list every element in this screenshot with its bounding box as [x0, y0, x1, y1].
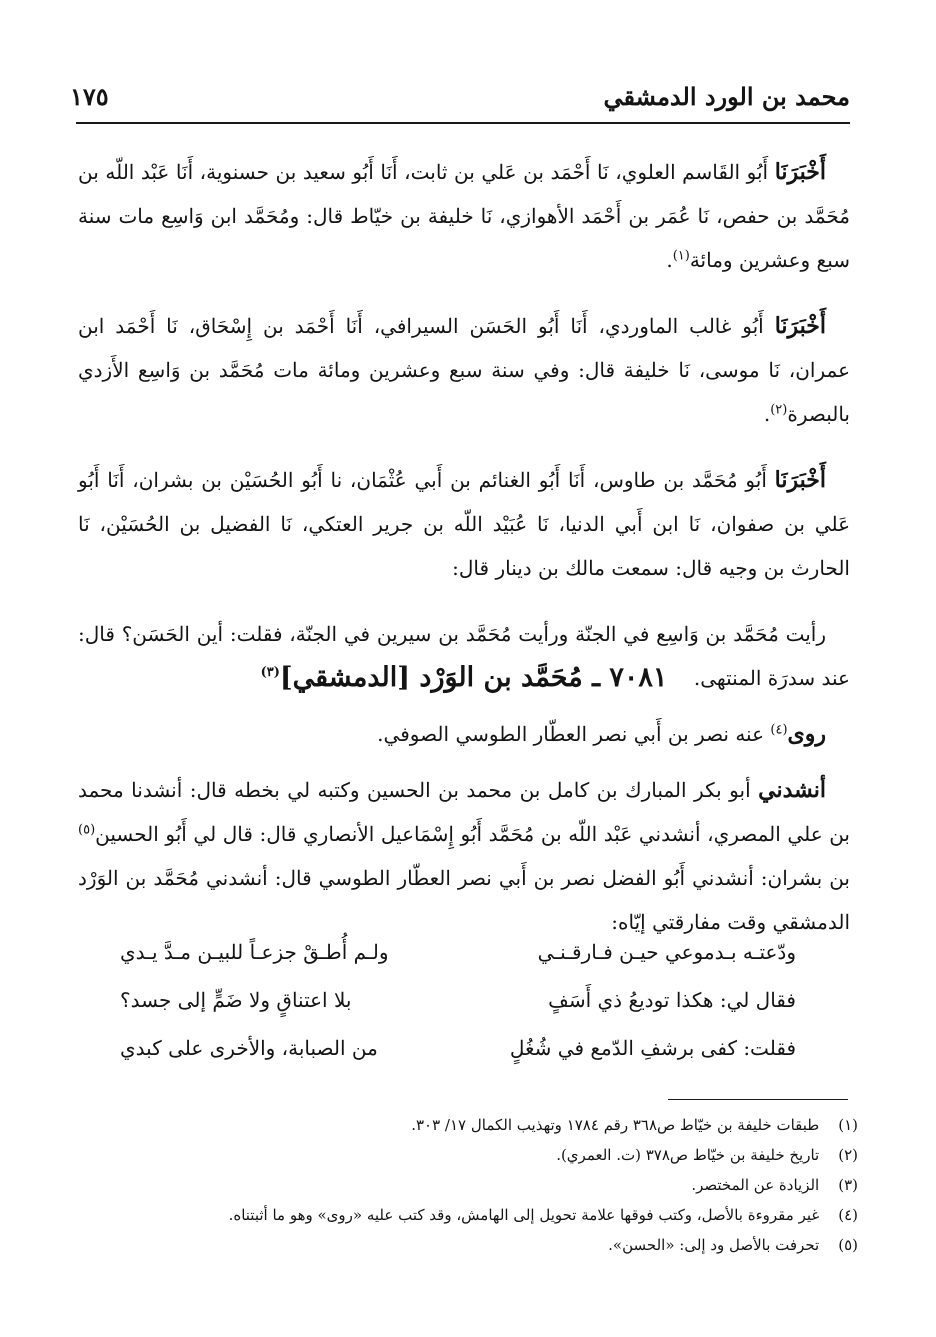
paragraph	[78, 768, 850, 944]
footnote-number: (١)	[838, 1116, 858, 1134]
footnote-text: تحرفت بالأصل ود إلى: «الحسن».	[608, 1236, 820, 1254]
verse	[120, 988, 796, 1036]
verse-first-hemistich: فقال لي: هكذا توديعُ ذي أَسَفٍ	[548, 988, 796, 1012]
main-text-bottom	[78, 712, 850, 966]
footnote-text: طبقات خليفة بن خيّاط ص٣٦٨ رقم ١٧٨٤ وتهذيب الكمال ١٧/ ٣٠٣.	[411, 1116, 820, 1134]
paragraph-lead: روى	[787, 721, 826, 747]
paragraph-lead: أَخْبَرَنَا	[774, 467, 826, 493]
verse-second-hemistich: من الصبابة، والأخرى على كبدي	[120, 1036, 378, 1060]
paragraph-text: أبو بكر المبارك بن كامل بن محمد بن الحسين وكتبه لي بخطه قال: أنشدنا محمد بن علي المصري، أنشدني عَبْد اللّه بن مُحَمَّد أَبُو إِسْمَاعيل الأنصاري قال: قال لي أَبُو الحسين	[78, 778, 850, 846]
footnote-text: غير مقروءة بالأصل، وكتب فوقها علامة تحويل إلى الهامش، وقد كتب عليه «روى» وهو ما أثبتناه.	[228, 1206, 820, 1224]
footnote	[150, 1230, 858, 1260]
verse-second-hemistich: ولـم أُطـقْ جزعـاً للبيـن مـدَّ يـدي	[120, 940, 389, 964]
footnote	[150, 1200, 858, 1230]
verse	[120, 1036, 796, 1084]
paragraph-text: رأيت مُحَمَّد بن وَاسِع في الجنّة ورأيت مُحَمَّد بن سيرين في الجنّة، فقلت: أين الحَسَن؟ قال: عند سدرَة المنتهى.	[78, 622, 850, 690]
paragraph-lead: أَخْبَرَنَا	[774, 313, 827, 339]
footnote	[150, 1110, 858, 1140]
footnote-number: (٢)	[838, 1146, 858, 1164]
footnote-ref: (١)	[672, 248, 690, 264]
verse-second-hemistich: بلا اعتناقٍ ولا ضَمٍّ إلى جسد؟	[120, 988, 352, 1012]
footnote-ref: (٤)	[770, 722, 788, 738]
footnote-ref: (٥)	[78, 822, 96, 838]
paragraph-lead: أنشدني	[758, 777, 827, 803]
paragraph-text-cont: بن بشران: أنشدني أَبُو الفضل نصر بن أَبي نصر العطّار الطوسي قال: أنشدني مُحَمَّد بن الوَرْد الدمشقي وقت مفارقتي إيّاه:	[78, 866, 850, 934]
paragraph	[78, 458, 850, 590]
main-text-top	[78, 150, 850, 722]
footnote-text: تاريخ خليفة بن خيّاط ص٣٧٨ (ت. العمري).	[556, 1146, 820, 1164]
paragraph-end: .	[666, 248, 673, 272]
poem	[120, 940, 796, 1084]
paragraph	[78, 150, 850, 282]
footnote	[150, 1140, 858, 1170]
footnote-number: (٤)	[838, 1206, 858, 1224]
paragraph	[78, 304, 850, 436]
footnotes	[150, 1110, 858, 1260]
footnote-number: (٣)	[838, 1176, 858, 1194]
paragraph-text: عنه نصر بن أَبي نصر العطّار الطوسي الصوفي.	[377, 722, 765, 746]
verse-first-hemistich: فقلت: كفى برشفِ الدّمع في شُغُلٍ	[509, 1036, 796, 1060]
entry-title-text: ٧٠٨١ ـ مُحَمَّد بن الوَرْد [الدمشقي]	[279, 662, 668, 693]
paragraph	[78, 712, 850, 756]
paragraph-end: .	[763, 402, 771, 426]
footnote-text: الزيادة عن المختصر.	[691, 1176, 820, 1194]
verse	[120, 940, 796, 988]
paragraph-lead: أَخْبَرَنَا	[774, 159, 827, 185]
footnote-ref: (٢)	[770, 402, 788, 418]
footnote-rule	[668, 1099, 848, 1100]
verse-first-hemistich: ودّعتـه بـدموعي حيـن فـارقـنـي	[537, 940, 796, 964]
paragraph-text: أَبُو غالب الماوردي، أَنَا أَبُو الحَسَن السيرافي، أَنَا أَحْمَد بن إِسْحَاق، نَا أَحْمَد ابن عمران، نَا موسى، نَا خليفة قال: وفي سنة سبع وعشرين ومائة مات مُحَمَّد بن وَاسِع الأَزدي بالبصرة	[78, 314, 850, 426]
paragraph-text: أَبُو القَاسم العلوي، نَا أَحْمَد بن عَلي بن ثابت، أَنَا أَبُو سعيد بن حسنوية، أَنَا عَبْد اللّه بن مُحَمَّد بن حفص، نَا عُمَر بن أَحْمَد الأهوازي، نَا خليفة بن خيّاط قال: ومُحَمَّد ابن وَاسِع مات سنة سبع وعشرين ومائة	[78, 160, 850, 272]
entry-title	[78, 662, 850, 693]
footnote-number: (٥)	[838, 1236, 858, 1254]
page-header	[70, 78, 850, 118]
paragraph-text: أَبُو مُحَمَّد بن طاوس، أَنَا أَبُو الغنائم بن أَبي عُثْمَان، نا أَبُو الحُسَيْن بن بشران، أَنَا أَبُو عَلي بن صفوان، نَا ابن أَبي الدنيا، نَا عُبَيْد اللّه بن جرير العتكي، نَا الفضيل بن الحُسَيْن، نَا الحارث بن وجيه قال: سمعت مالك بن دينار قال:	[78, 468, 850, 580]
footnote-ref: (٣)	[260, 665, 280, 680]
running-title: محمد بن الورد الدمشقي	[603, 82, 850, 111]
page-number: ١٧٥	[70, 82, 109, 111]
footnote	[150, 1170, 858, 1200]
header-rule	[76, 122, 850, 124]
